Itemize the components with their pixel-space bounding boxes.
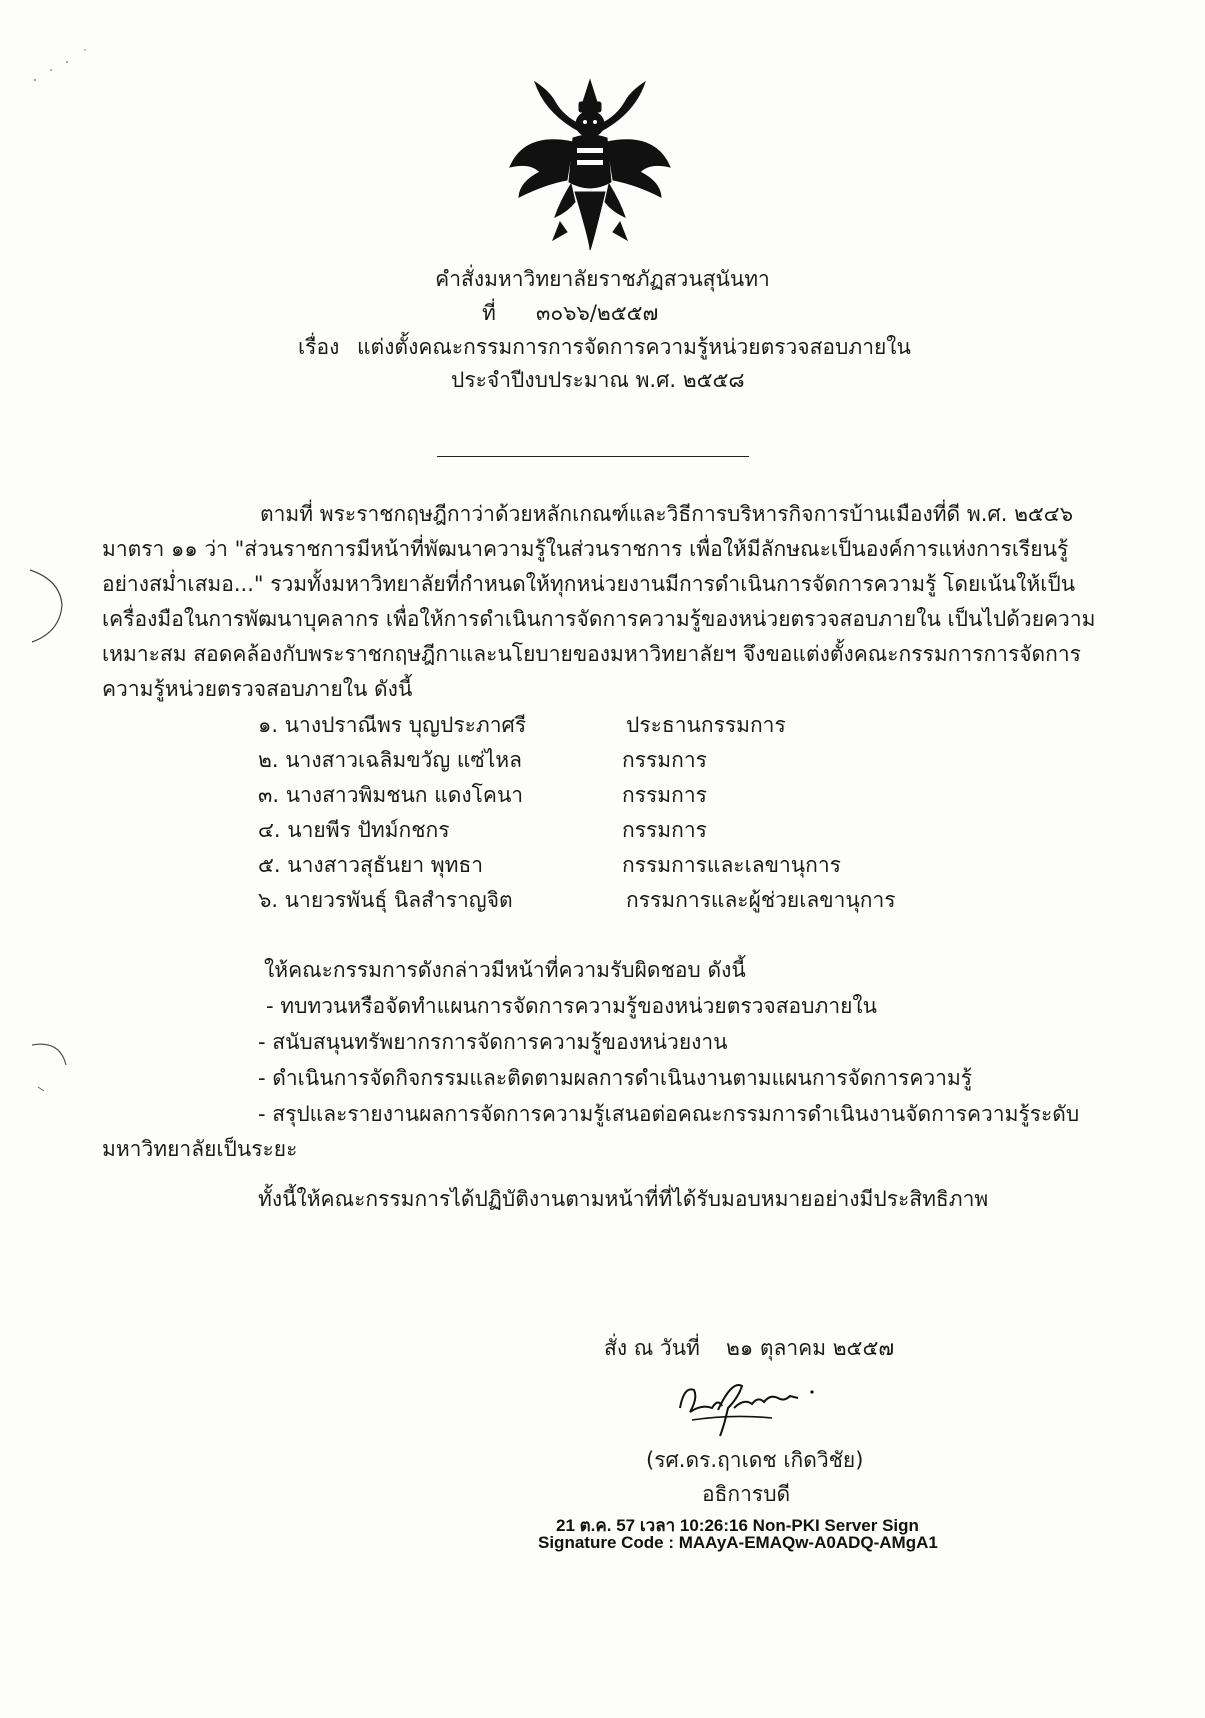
intro-line: ตามที่ พระราชกฤษฎีกาว่าด้วยหลักเกณฑ์และวิธีการบริหารกิจการบ้านเมืองที่ดี พ.ศ. ๒๕๔๖	[260, 502, 1074, 526]
duties-intro: ให้คณะกรรมการดังกล่าวมีหน้าที่ความรับผิดชอบ ดังนี้	[264, 958, 746, 982]
intro-line: ความรู้หน่วยตรวจสอบภายใน ดังนี้	[102, 677, 413, 701]
member-name: ๔. นายพีร ปัทม์กชกร	[258, 818, 450, 842]
intro-line: มาตรา ๑๑ ว่า "ส่วนราชการมีหน้าที่พัฒนาความรู้ในส่วนราชการ เพื่อให้มีลักษณะเป็นองค์การแห่งการเรียนรู้	[102, 537, 1069, 561]
member-role: กรรมการและเลขานุการ	[622, 853, 841, 877]
punch-hole-mark-top	[20, 560, 80, 650]
duty-item: - สนับสนุนทรัพยากรการจัดการความรู้ของหน่วยงาน	[258, 1030, 728, 1054]
member-name: ๖. นายวรพันธุ์ นิลสำราญจิต	[258, 888, 513, 912]
subject-line-2: ประจำปีงบประมาณ พ.ศ. ๒๕๕๘	[451, 368, 745, 392]
closing-statement: ทั้งนี้ให้คณะกรรมการได้ปฏิบัติงานตามหน้าที่ที่ได้รับมอบหมายอย่างมีประสิทธิภาพ	[258, 1187, 989, 1211]
ordered-at-label: สั่ง ณ วันที่	[604, 1336, 700, 1360]
header-divider	[437, 456, 749, 457]
signature-code-line: Signature Code : MAAyA-EMAQw-A0ADQ-AMgA1	[538, 1533, 938, 1552]
duty-item: - ทบทวนหรือจัดทำแผนการจัดการความรู้ของหน่วยตรวจสอบภายใน	[266, 994, 878, 1018]
garuda-emblem-icon	[505, 72, 675, 252]
intro-line: เครื่องมือในการพัฒนาบุคลากร เพื่อให้การดำเนินการจัดการความรู้ของหน่วยตรวจสอบภายใน เป็นไปด้วยความ	[102, 607, 1096, 631]
intro-line: เหมาะสม สอดคล้องกับพระราชกฤษฎีกาและนโยบายของมหาวิทยาลัยฯ จึงขอแต่งตั้งคณะกรรมการการจัดการ	[102, 642, 1081, 666]
member-name: ๑. นางปราณีพร บุญประภาศรี	[258, 713, 527, 737]
member-role: กรรมการ	[622, 748, 707, 772]
duty-item: - ดำเนินการจัดกิจกรรมและติดตามผลการดำเนินงานตามแผนการจัดการความรู้	[258, 1066, 973, 1090]
member-role: ประธานกรรมการ	[626, 713, 786, 737]
handwritten-signature	[672, 1368, 832, 1438]
subject-line-1: แต่งตั้งคณะกรรมการการจัดการความรู้หน่วยตรวจสอบภายใน	[357, 335, 911, 359]
member-role: กรรมการ	[622, 818, 707, 842]
subject-label: เรื่อง	[298, 335, 340, 359]
member-name: ๓. นางสาวพิมชนก แดงโคนา	[258, 783, 524, 807]
corner-speck	[15, 40, 95, 90]
punch-hole-mark-bottom	[20, 1025, 80, 1095]
intro-line: อย่างสม่ำเสมอ..." รวมทั้งมหาวิทยาลัยที่กำหนดให้ทุกหน่วยงานมีการดำเนินการจัดการความรู้ โดยเน้นให้เป็น	[102, 572, 1076, 596]
order-title: คำสั่งมหาวิทยาลัยราชภัฏสวนสุนันทา	[435, 267, 770, 291]
order-date: ๒๑ ตุลาคม ๒๕๕๗	[726, 1336, 895, 1360]
duty-item: - สรุปและรายงานผลการจัดการความรู้เสนอต่อคณะกรรมการดำเนินงานจัดการความรู้ระดับ	[258, 1102, 1080, 1126]
signer-title: อธิการบดี	[702, 1482, 791, 1506]
order-number: ๓๐๖๖/๒๕๕๗	[536, 301, 659, 325]
member-role: กรรมการและผู้ช่วยเลขานุการ	[626, 888, 896, 912]
member-role: กรรมการ	[622, 783, 707, 807]
member-name: ๒. นางสาวเฉลิมขวัญ แซ่ไหล	[258, 748, 522, 772]
server-sign-line: 21 ต.ค. 57 เวลา 10:26:16 Non-PKI Server Sign	[556, 1516, 919, 1535]
member-name: ๕. นางสาวสุธันยา พุทธา	[258, 853, 484, 877]
order-number-label: ที่	[482, 301, 496, 325]
signer-name: (รศ.ดร.ฤาเดช เกิดวิชัย)	[646, 1448, 864, 1472]
duty-continuation: มหาวิทยาลัยเป็นระยะ	[102, 1137, 298, 1161]
